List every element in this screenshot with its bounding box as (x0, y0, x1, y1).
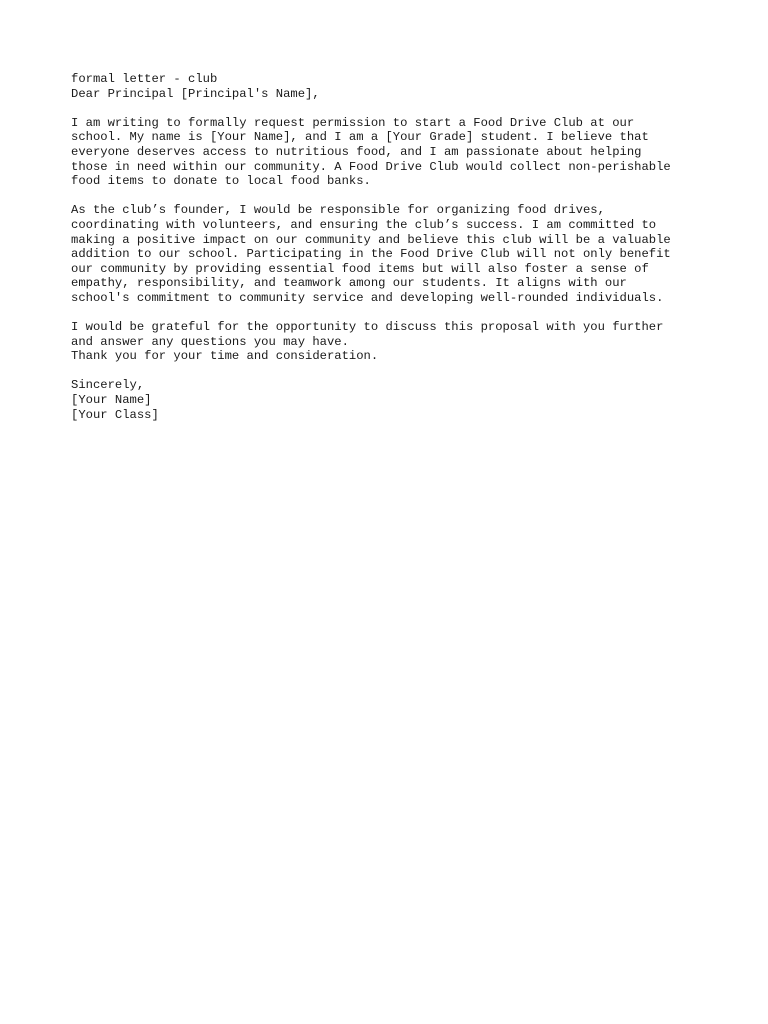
paragraph-line: making a positive impact on our community and believe this club will be a valuable (71, 232, 671, 247)
paragraph-line: and answer any questions you may have. (71, 334, 349, 349)
paragraph-closing-remarks (71, 320, 711, 364)
paragraph-line: our community by providing essential food items but will also foster a sense of (71, 261, 649, 276)
letter-heading: formal letter - club (71, 72, 218, 86)
paragraph-line: everyone deserves access to nutritious food, and I am passionate about helping (71, 144, 642, 159)
paragraph-responsibilities (71, 203, 711, 305)
paragraph-line: I am writing to formally request permission to start a Food Drive Club at our (71, 115, 635, 130)
paragraph-line: those in need within our community. A Food Drive Club would collect non-perishable (71, 159, 671, 174)
paragraph-request (71, 116, 711, 189)
paragraph-line: Thank you for your time and consideration. (71, 349, 379, 364)
signoff: Sincerely, (71, 378, 145, 393)
paragraph-line: coordinating with volunteers, and ensuring the club’s success. I am committed to (71, 217, 657, 232)
paragraph-line: I would be grateful for the opportunity to discuss this proposal with you further (71, 320, 664, 335)
paragraph-line: As the club’s founder, I would be responsible for organizing food drives, (71, 203, 605, 218)
salutation: Dear Principal [Principal's Name], (71, 86, 320, 101)
paragraph-line: school's commitment to community service and developing well-rounded individuals. (71, 290, 664, 305)
paragraph-line: addition to our school. Participating in the Food Drive Club will not only benefit (71, 247, 671, 262)
paragraph-line: school. My name is [Your Name], and I am a [Your Grade] student. I believe that (71, 130, 649, 145)
blank-line (71, 101, 711, 116)
signer-name: [Your Name] (71, 393, 152, 408)
letter-page (71, 72, 711, 422)
paragraph-line: empathy, responsibility, and teamwork among our students. It aligns with our (71, 276, 627, 291)
letter-header (71, 72, 711, 101)
signer-class: [Your Class] (71, 407, 159, 422)
paragraph-line: food items to donate to local food banks. (71, 174, 371, 189)
signature-block (71, 378, 711, 422)
